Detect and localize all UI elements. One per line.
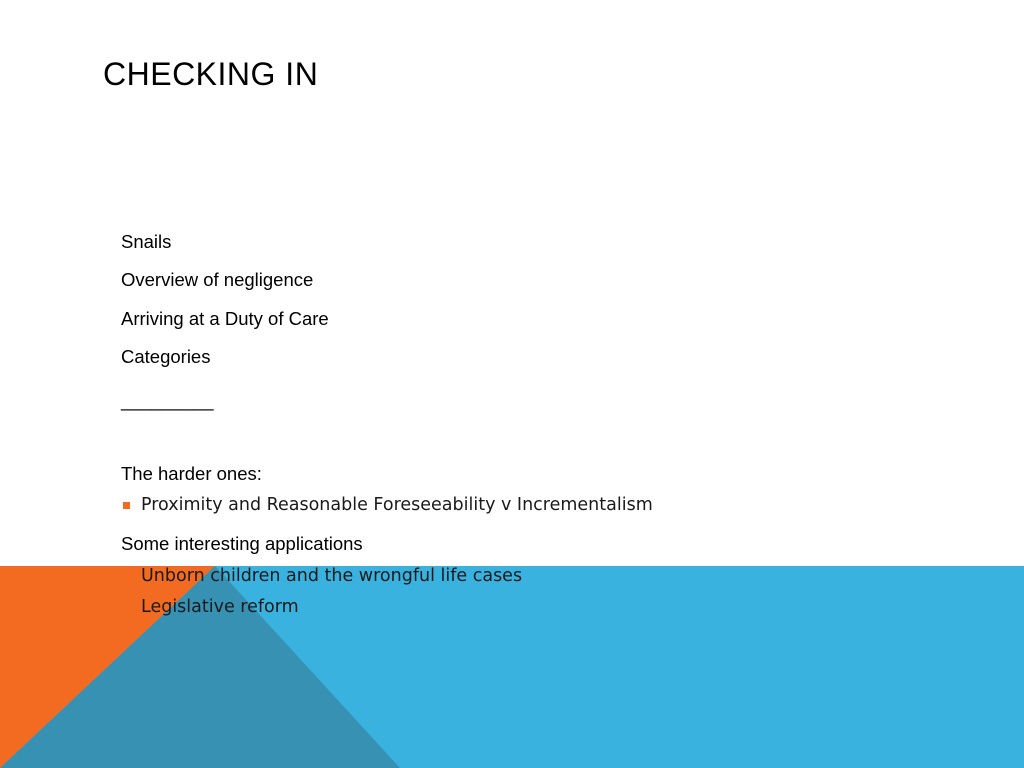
- item-overview-negligence: Overview of negligence: [121, 269, 314, 290]
- item-categories: Categories: [121, 346, 211, 367]
- bullet-proximity: Proximity and Reasonable Foreseeability v Incrementalism: [141, 495, 653, 515]
- applications-heading: Some interesting applications: [121, 533, 363, 554]
- application-unborn-children: Unborn children and the wrongful life cases: [141, 566, 523, 586]
- application-legislative-reform: Legislative reform: [141, 597, 299, 617]
- harder-ones-heading: The harder ones:: [121, 463, 262, 484]
- item-blank-line: _________: [121, 390, 214, 411]
- square-bullet-icon: [123, 502, 130, 509]
- slide-title: CHECKING IN: [103, 56, 319, 92]
- item-duty-of-care: Arriving at a Duty of Care: [121, 308, 329, 329]
- item-snails: Snails: [121, 231, 172, 252]
